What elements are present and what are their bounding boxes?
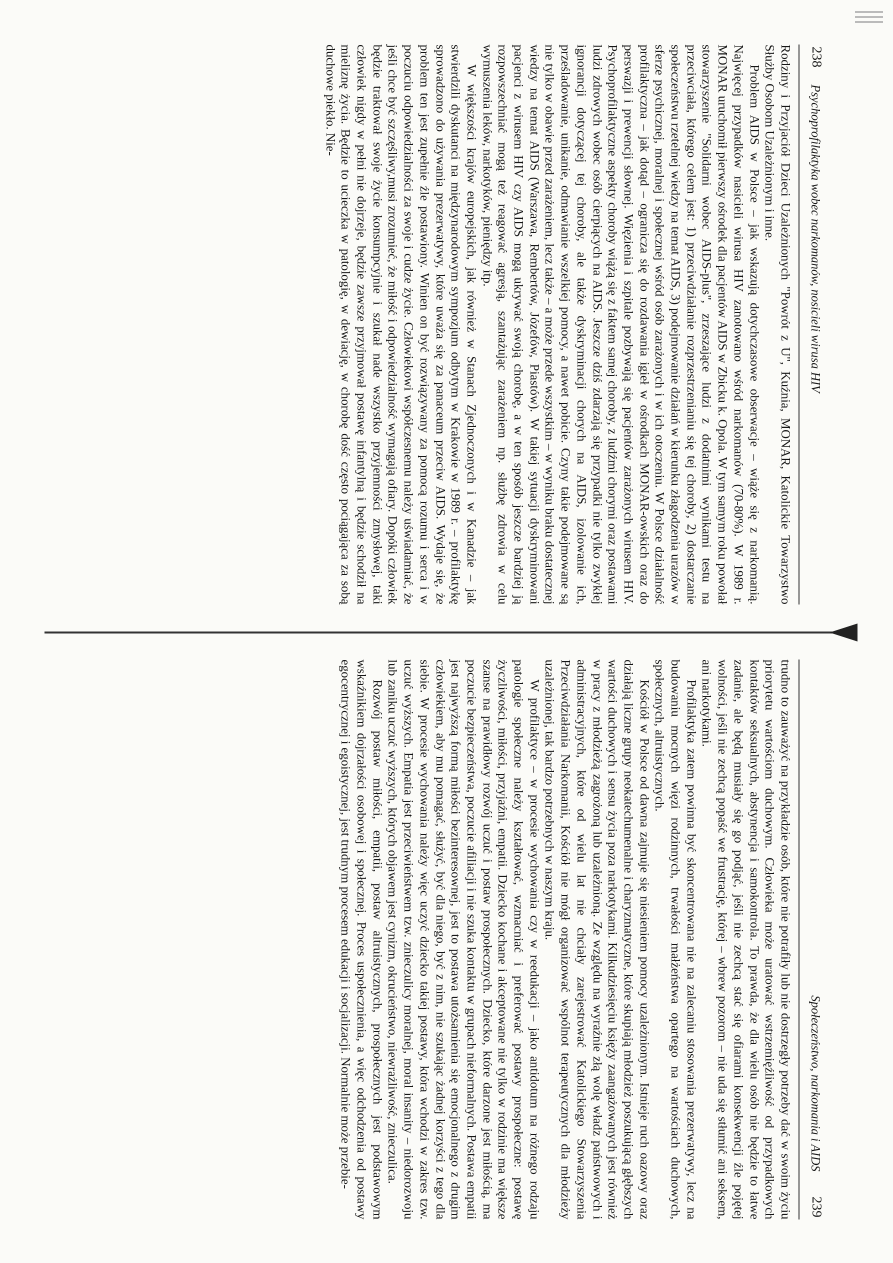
paragraph: Rodziny i Przyjaciół Dzieci Uzależnionych "Powrót z U", Kuźnia, MONAR, Katolickie Towarzystwo Służby Osobom Uzależnionym i inne. (762, 44, 792, 604)
rotated-spread (64, 44, 829, 1219)
scan-artifact (855, 8, 883, 32)
left-running-title: Psychoprofilaktyka wobec narkomanów, nosicieli wirusa HIV (808, 84, 822, 393)
left-body-text (321, 44, 798, 604)
paragraph: trudno to zauważyć na przykładzie osób, które nie potrafiły lub nie dostrzegły potrzeby dać w swoim życiu priorytetu wartościom duchowym. Człowieka może uratować wstrzemięźliwość od przypadkowych kontaktów seksualnych, abstynencja i samokontrola. To prawda, że dla wielu osób nie będzie to łatwe zadanie, ale będą musiały się go podjąć, jeśli nie zechcą stać się ofiarami konsekwencji źle pojętej wolności, jeśli nie zechcą popaść we frustrację, której – wbrew pozorom – nie uda się stłumić ani seksem, ani narkotykami. (699, 659, 792, 1219)
paragraph: W profilaktyce – w procesie wychowania czy w reedukacji – jako antidotum na różnego rodzaju patologie społeczne należy kształtować, wzmacniać i preferować postawy prospołeczne: postawę życzliwości, miłości, przyjaźni, empatii. Dziecko kochane i akceptowane nie tylko w rodzinie ma większe szanse na prawidłowy rozwój uczuć i postaw prospołecznych. Dziecko, które darzone jest miłością, ma poczucie bezpieczeństwa, poczucie afiliacji i nie szuka kontaktu w grupach nieformalnych. Postawa empatii jest najwyższą formą miłości bezinteresownej, jest to postawa utożsamienia się emocjonalnego z drugim człowiekiem, aby mu pomagać, służyć, być dla niego, być z nim, nie szukając żadnej korzyści z tego dla siebie. W procesie wychowania należy więc uczyć dziecko takiej postawy, która wchodzi w zakres tzw. uczuć wyższych. Empatia jest przeciwieństwem tzw. znieczulicy moralnej, moral insanity – niedorozwoju lub zaniku uczuć wyższych, których objawem jest cynizm, okrucieństwo, niewrażliwość, znieczulica. (385, 659, 541, 1219)
book-gutter (64, 604, 829, 659)
paragraph: Kościół w Polsce od dawna zajmuje się niesieniem pomocy uzależnionym. Istnieje ruch oazowy oraz działają liczne grupy neokatechumenalne i charyzmatyczne, które skupiają młodzież poszukującą głębszych wartości duchowych i sensu życia poza narkotykami. Kilkudziesięciu księży zaangażowanych jest również w pracy z młodzieżą zagrożoną lub uzależnioną. Ze względu na wyraźnie złą wolę władz państwowych i administracyjnych, które od wielu lat nie chciały zarejestrować Katolickiego Stowarzyszenia Przeciwdziałania Narkomanii, Kościół nie mógł organizować wspólnot terapeutycznych dla młodzieży uzależnionej, tak bardzo potrzebnych w naszym kraju. (542, 659, 651, 1219)
right-running-title: Społeczeństwo, narkomania i AIDS (808, 994, 822, 1171)
paragraph: Rozwój postaw miłości, empatii, postaw altruistycznych, prospołecznych jest podstawowym wskaźnikiem dojrzałości osobowej i społecznej. Proces uspołecznienia, a więc odchodzenia od postawy egocentrycznej i egoistycznej, jest trudnym procesem edukacji i socjalizacji. Normalnie może przebie- (338, 659, 384, 1219)
left-page-number: 238 (808, 46, 823, 67)
paragraph: W większości krajów europejskich, jak również w Stanach Zjednoczonych i w Kanadzie – jak stwierdzili dyskutanci na międzynarodowym sympozjum odbytym w Krakowie w 1989 r. – profilaktykę sprowadzono do używania prezerwatywy, które uważa się za panaceum przeciw AIDS. Wydaje się, że problem ten jest zupełnie źle postawiony. Winien on być rozwiązywany za pomocą rozumu i serca i w poczuciu odpowiedzialności za swoje i cudze życie. Człowiekowi współczesnemu należy uświadamiać, że jeśli chce być szczęśliwy,musi zrozumieć, że miłość i odpowiedzialność wymagają ofiary. Dopóki człowiek będzie traktował swoje życie konsumpcyjnie i szukał nade wszystko przyjemności zmysłowej, taki człowiek nigdy w pełni nie dojrzeje, będzie zawsze przyjmował postawę infantylną i będzie schodził na mieliznę życia. Będzie to ucieczka w patologię, w dewiację, w chorobę dość często pociągająca za sobą duchowe piekło. Nie- (322, 44, 478, 604)
left-running-head (798, 44, 829, 604)
right-body-text (337, 659, 798, 1219)
right-page (64, 659, 829, 1219)
left-page (64, 44, 829, 604)
paragraph: Profilaktyka zatem powinna być skoncentrowana nie na zalecaniu stosowania prezerwatywy, lecz na budowaniu mocnych więzi rodzinnych, trwałości małżeństwa opartego na wartościach duchowych, społecznych, altruistycznych. (652, 659, 698, 1219)
right-page-number: 239 (808, 1196, 823, 1217)
paragraph: Problem AIDS w Polsce – jak wskazują dotychczasowe obserwacje – wiąże się z narkomanią. Najwięcej przypadków nasicieli wirusa HIV zanotowano wśród narkomanów (70-80%). W 1989 r. MONAR uruchomił pierwszy ośrodek dla pacjentów AIDS w Zbicku k. Opola. W tym samym roku powołał stowarzyszenie "Solidarni wobec AIDS-plus", zrzeszające ludzi z dodatnimi wynikami testu na przeciwciała, którego celem jest: 1) przeciwdziałanie rozprzestrzenianiu się tej choroby, 2) dostarczanie społeczeństwu rzetelnej wiedzy na temat AIDS, 3) podejmowanie działań w kierunku złagodzenia urazów w sferze psychicznej, moralnej i społecznej wśród osób zarażonych i w ich otoczeniu. W Polsce działalność profilaktyczna – jak dotąd – ogranicza się do rozdawania igieł w ośrodkach MONAR-owskich oraz do perswazji i prewencji słownej. Więzienia i szpitale pozbywają się pacjentów zarażonych wirusem HIV. Psychoprofilaktyczne aspekty choroby wiążą się z faktem samej choroby, z ludźmi chorymi oraz postawami ludzi zdrowych wobec osób cierpiących na AIDS. Jeszcze dziś zdarzają się przypadki nie tylko zwykłej ignorancji dotyczącej tej choroby, ale także dyskryminacji chorych na AIDS, izolowanie ich, prześladowanie, unikanie, odmawianie wszelkiej pomocy, a nawet pobicie. Czyny takie podejmowane są nie tylko w obawie przed zarażeniem, lecz także – a może przede wszystkim – w wyniku braku dostatecznej wiedzy na temat AIDS (Warszawa, Rembertów, Józefów, Piastów). W takiej sytuacji dyskryminowani pacjenci z wirusem HIV czy AIDS mogą ukrywać swoją chorobę, a w ten sposób jeszcze bardziej ją rozpowszechniać mogą też reagować agresją, szantażując zarażeniem np. służbę zdrowia w celu wymuszenia leków, narkotyków, pieniędzy itp. (479, 44, 761, 604)
gutter-mark (829, 623, 857, 641)
gutter-line (44, 631, 849, 633)
right-running-head (798, 659, 829, 1219)
